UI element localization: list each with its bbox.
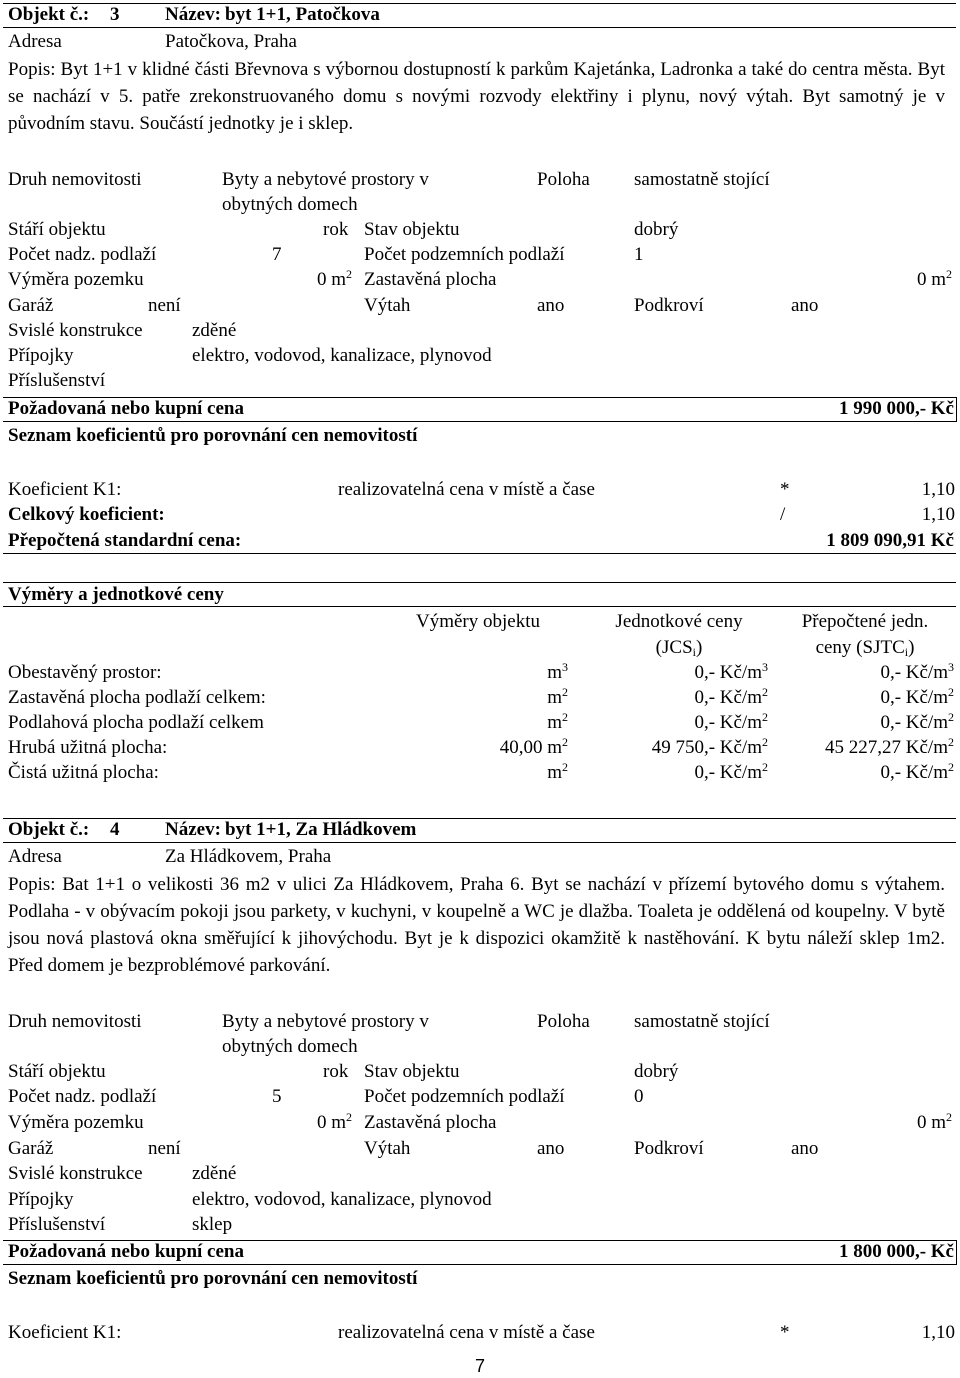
object-header-box xyxy=(3,818,956,843)
property-type-value: Byty a nebytové prostory v xyxy=(222,1011,429,1032)
area-row-jcs: 49 750,- $Kč/m^2$ xyxy=(651,735,768,758)
age-label: Stáří objektu xyxy=(8,219,106,240)
coef-k1-desc: realizovatelná cena v místě a čase xyxy=(338,1322,595,1343)
area-row-sjtc: 0,- $Kč/m^2$ xyxy=(880,710,954,733)
area-row-label: Zastavěná plocha podlaží celkem: xyxy=(8,687,266,708)
floors-below-label: Počet podzemních podlaží xyxy=(364,244,565,265)
coef-total-label: Celkový koeficient: xyxy=(8,504,165,525)
land-area-value: 0 $m^2$ xyxy=(316,267,352,290)
coef-k1-op: * xyxy=(780,479,790,500)
address-label: Adresa xyxy=(8,846,62,867)
accessories-label: Příslušenství xyxy=(8,1214,106,1235)
connections-value: elektro, vodovod, kanalizace, plynovod xyxy=(192,1189,492,1210)
property-type-value-2: obytných domech xyxy=(222,1036,358,1057)
price-value: 1 800 000,- Kč xyxy=(838,1241,954,1262)
description-prefix: Popis: xyxy=(8,59,56,80)
area-row-label: Čistá užitná plocha: xyxy=(8,762,159,783)
condition-value: dobrý xyxy=(634,219,679,240)
accessories-value: sklep xyxy=(192,1214,233,1235)
accessories-label: Příslušenství xyxy=(8,370,106,391)
address-label: Adresa xyxy=(8,31,62,52)
object-name-label: Název: xyxy=(165,4,221,25)
object-number-label: Objekt č.: xyxy=(8,4,90,25)
area-row-jcs: 0,- $Kč/m^2$ xyxy=(694,685,768,708)
coef-k1-desc: realizovatelná cena v místě a čase xyxy=(338,479,595,500)
areas-top-line xyxy=(3,582,956,583)
area-row-sjtc: 0,- $Kč/m^2$ xyxy=(880,685,954,708)
location-label: Poloha xyxy=(537,169,590,190)
col-area-header: Výměry objektu xyxy=(416,611,541,632)
areas-title: Výměry a jednotkové ceny xyxy=(8,584,224,605)
area-row-label: Podlahová plocha podlaží celkem xyxy=(8,712,264,733)
land-area-label: Výměra pozemku xyxy=(8,1112,144,1133)
description xyxy=(8,56,945,137)
location-value: samostatně stojící xyxy=(634,1011,770,1032)
lift-label: Výtah xyxy=(364,1138,411,1159)
area-row-jcs: 0,- $Kč/m^2$ xyxy=(694,760,768,783)
description xyxy=(8,871,945,979)
floors-below-value: 0 xyxy=(634,1086,644,1107)
built-area-value: 0 $m^2$ xyxy=(916,267,952,290)
lift-value: ano xyxy=(537,1138,565,1159)
coef-k1-op: * xyxy=(780,1322,790,1343)
area-row-sjtc: 0,- $Kč/m^3$ xyxy=(880,660,954,683)
object-header-box xyxy=(3,3,956,28)
floors-above-label: Počet nadz. podlaží xyxy=(8,1086,157,1107)
area-row-area: $m^2$ xyxy=(547,710,568,733)
property-type-value: Byty a nebytové prostory v xyxy=(222,169,429,190)
age-label: Stáří objektu xyxy=(8,1061,106,1082)
land-area-label: Výměra pozemku xyxy=(8,269,144,290)
area-row-jcs: 0,- $Kč/m^3$ xyxy=(694,660,768,683)
object-number-label: Objekt č.: xyxy=(8,819,90,840)
area-row-label: Obestavěný prostor: xyxy=(8,662,162,683)
coef-list-title: Seznam koeficientů pro porovnání cen nemovitostí xyxy=(8,425,418,446)
built-area-value: 0 $m^2$ xyxy=(916,1110,952,1133)
floors-below-label: Počet podzemních podlaží xyxy=(364,1086,565,1107)
area-row-label: Hrubá užitná plocha: xyxy=(8,737,168,758)
age-unit: rok xyxy=(323,1061,349,1082)
address-value: Za Hládkovem, Praha xyxy=(165,846,332,867)
garage-label: Garáž xyxy=(8,295,54,316)
vertical-structures-label: Svislé konstrukce xyxy=(8,1163,143,1184)
area-row-area: $m^2$ xyxy=(547,685,568,708)
price-label: Požadovaná nebo kupní cena xyxy=(8,1241,244,1262)
description-text: Byt 1+1 v klidné části Břevnova s výbornou dostupností k parkům Kajetánka, Ladronka a také do centra města. Byt se nachází v 5. patře zrekonstruovaného domu s novými rozvody elektřiny i plynu, nový výtah. Byt samotný je v původním stavu. Součástí jednotky je i sklep. xyxy=(8,59,945,134)
floors-above-label: Počet nadz. podlaží xyxy=(8,244,157,265)
lift-label: Výtah xyxy=(364,295,411,316)
attic-value: ano xyxy=(791,1138,819,1159)
object-number: 4 xyxy=(110,819,120,840)
garage-label: Garáž xyxy=(8,1138,54,1159)
floors-below-value: 1 xyxy=(634,244,644,265)
property-type-label: Druh nemovitosti xyxy=(8,169,142,190)
coef-list-title: Seznam koeficientů pro porovnání cen nemovitostí xyxy=(8,1268,418,1289)
area-row-sjtc: 0,- $Kč/m^2$ xyxy=(880,760,954,783)
col-unit-price-header-2: $(JCS_i)$ xyxy=(655,637,703,659)
description-text: Bat 1+1 o velikosti 36 m2 v ulici Za Hládkovem, Praha 6. Byt se nachází v přízemí bytového domu s výtahem. Podlaha - v obývacím pokoji jsou parkety, v kuchyni, v koupelně a WC je dlažba. Toaleta je oddělená od koupelny. V bytě jsou nová plastová okna směřující k jihovýchodu. Byt je k dispozici okamžitě k nastěhování. K bytu náleží sklep 1m2. Před domem je bezproblémové parkování. xyxy=(8,874,946,976)
area-row-area: $m^3$ xyxy=(547,660,568,683)
description-prefix: Popis: xyxy=(8,874,56,895)
condition-label: Stav objektu xyxy=(364,1061,460,1082)
address-value: Patočkova, Praha xyxy=(165,31,297,52)
object-name: byt 1+1, Za Hládkovem xyxy=(225,819,417,840)
connections-value: elektro, vodovod, kanalizace, plynovod xyxy=(192,345,492,366)
object-number: 3 xyxy=(110,4,120,25)
col-recalc-header-2: ceny $(SJTC_i)$ xyxy=(815,637,915,659)
vertical-structures-value: zděné xyxy=(192,320,237,341)
condition-value: dobrý xyxy=(634,1061,679,1082)
page-number: 7 xyxy=(474,1356,485,1376)
vertical-structures-label: Svislé konstrukce xyxy=(8,320,143,341)
std-price-value: 1 809 090,91 Kč xyxy=(826,530,954,551)
connections-label: Přípojky xyxy=(8,1189,74,1210)
property-type-label: Druh nemovitosti xyxy=(8,1011,142,1032)
attic-label: Podkroví xyxy=(634,295,704,316)
location-value: samostatně stojící xyxy=(634,169,770,190)
area-row-sjtc: 45 227,27 $Kč/m^2$ xyxy=(825,735,954,758)
attic-value: ano xyxy=(791,295,819,316)
coef-k1-label: Koeficient K1: xyxy=(8,479,122,500)
col-unit-price-header: Jednotkové ceny xyxy=(615,611,743,632)
col-recalc-header: Přepočtené jedn. xyxy=(801,611,929,632)
area-row-area: $m^2$ xyxy=(547,760,568,783)
area-row-jcs: 0,- $Kč/m^2$ xyxy=(694,710,768,733)
vertical-structures-value: zděné xyxy=(192,1163,237,1184)
price-label: Požadovaná nebo kupní cena xyxy=(8,398,244,419)
built-area-label: Zastavěná plocha xyxy=(364,269,497,290)
object-name-label: Název: xyxy=(165,819,221,840)
lift-value: ano xyxy=(537,295,565,316)
floors-above-value: 5 xyxy=(272,1086,282,1107)
connections-label: Přípojky xyxy=(8,345,74,366)
garage-value: není xyxy=(148,1138,181,1159)
age-unit: rok xyxy=(323,219,349,240)
garage-value: není xyxy=(148,295,181,316)
std-price-underline xyxy=(3,553,956,554)
built-area-label: Zastavěná plocha xyxy=(364,1112,497,1133)
condition-label: Stav objektu xyxy=(364,219,460,240)
floors-above-value: 7 xyxy=(272,244,282,265)
coef-k1-value: 1,10 xyxy=(921,1322,955,1343)
property-type-value-2: obytných domech xyxy=(222,194,358,215)
coef-k1-label: Koeficient K1: xyxy=(8,1322,122,1343)
attic-label: Podkroví xyxy=(634,1138,704,1159)
location-label: Poloha xyxy=(537,1011,590,1032)
coef-k1-value: 1,10 xyxy=(921,479,955,500)
area-row-area: 40,00 $m^2$ xyxy=(499,735,568,758)
std-price-label: Přepočtená standardní cena: xyxy=(8,530,242,551)
object-name: byt 1+1, Patočkova xyxy=(225,4,380,25)
price-value: 1 990 000,- Kč xyxy=(838,398,954,419)
coef-total-op: / xyxy=(780,504,786,525)
areas-title-underline xyxy=(3,606,956,607)
land-area-value: 0 $m^2$ xyxy=(316,1110,352,1133)
coef-total-value: 1,10 xyxy=(921,504,955,525)
